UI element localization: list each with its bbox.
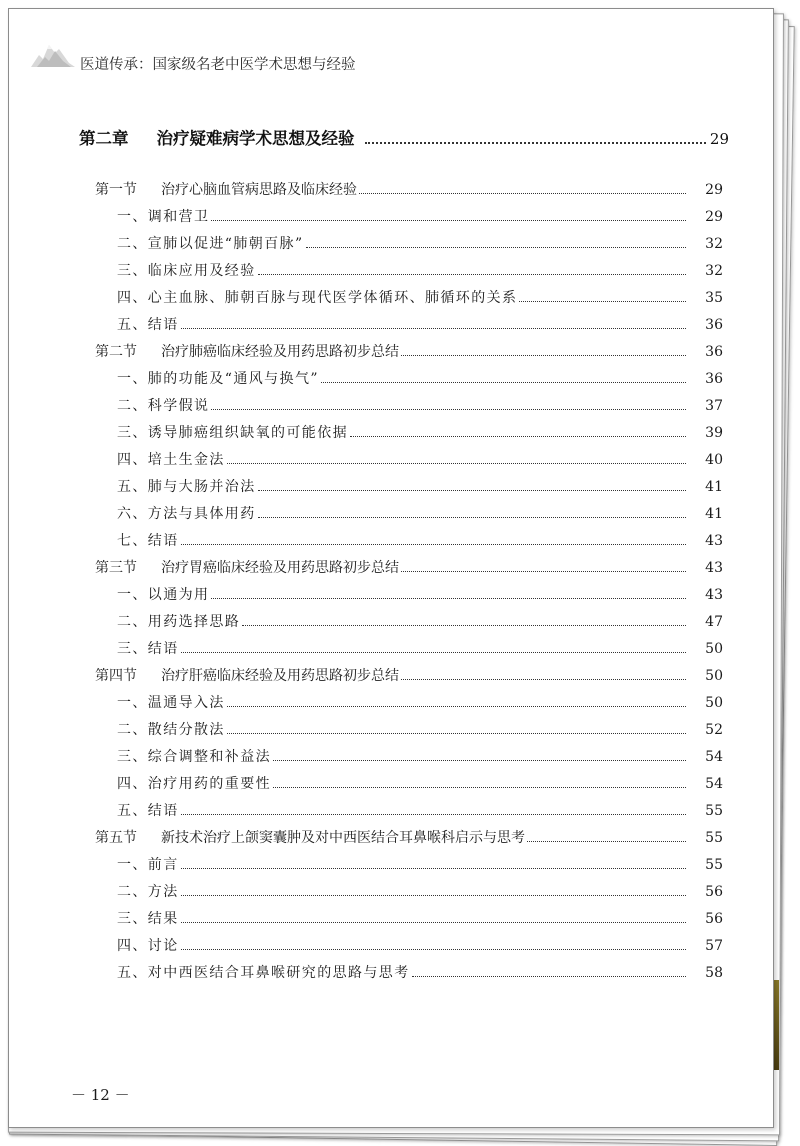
toc-item-row[interactable] — [9, 692, 773, 718]
toc-entry-label: 四、讨论 — [117, 938, 179, 954]
toc-entry-label: 一、以通为用 — [117, 587, 210, 603]
toc-entry-label — [9, 827, 525, 847]
toc-entry-label: 三、诱导肺癌组织缺氧的可能依据 — [117, 425, 348, 441]
page-number: － 12 － — [71, 1086, 130, 1104]
toc-item-row[interactable] — [9, 746, 773, 772]
toc-item-row[interactable] — [9, 530, 773, 556]
toc-entry-label: 三、综合调整和补益法 — [117, 749, 271, 765]
toc-entry-label: 五、肺与大肠并治法 — [117, 479, 256, 495]
leader-dots — [401, 571, 686, 572]
toc-item-row[interactable] — [9, 638, 773, 664]
toc-entry-label: 七、结语 — [117, 533, 179, 549]
chapter-title: 治疗疑难病学术思想及经验 — [156, 129, 355, 148]
toc-item-row[interactable] — [9, 476, 773, 502]
toc-entry-label: 二、用药选择思路 — [117, 614, 241, 630]
toc-item-row[interactable] — [9, 368, 773, 394]
toc-page-number: 36 — [705, 317, 723, 333]
toc-page-number: 37 — [705, 398, 723, 414]
toc-entry-label — [9, 665, 399, 685]
leader-dots — [181, 868, 686, 869]
toc-item-row[interactable] — [9, 908, 773, 934]
toc-item-row[interactable] — [9, 611, 773, 637]
toc-page-number: 55 — [705, 830, 723, 846]
toc-entry-label: 六、方法与具体用药 — [117, 506, 256, 522]
toc-entry-label: 二、宣肺以促进“肺朝百脉” — [117, 236, 304, 252]
toc-item-row[interactable] — [9, 206, 773, 232]
toc-page-number: 43 — [705, 560, 723, 576]
toc-item-row[interactable] — [9, 719, 773, 745]
document-page — [8, 8, 774, 1128]
toc-item-row[interactable] — [9, 881, 773, 907]
toc-page-number: 39 — [705, 425, 723, 441]
leader-dots — [412, 976, 686, 977]
toc-item-row[interactable] — [9, 449, 773, 475]
toc-section-row[interactable] — [9, 341, 773, 367]
toc-page-number: 47 — [705, 614, 723, 630]
toc-entry-label: 四、心主血脉、肺朝百脉与现代医学体循环、肺循环的关系 — [117, 290, 518, 306]
leader-dots — [258, 517, 686, 518]
toc-item-row[interactable] — [9, 395, 773, 421]
toc-item-row[interactable] — [9, 287, 773, 313]
toc-page-number: 43 — [705, 533, 723, 549]
toc-page-number: 50 — [705, 668, 723, 684]
toc-section-row[interactable] — [9, 665, 773, 691]
toc-item-row[interactable] — [9, 233, 773, 259]
toc-page-number: 55 — [705, 857, 723, 873]
toc-page-number: 41 — [705, 479, 723, 495]
toc-page-number: 29 — [705, 209, 723, 225]
toc-page-number: 56 — [705, 884, 723, 900]
leader-dots — [519, 301, 686, 302]
toc-item-row[interactable] — [9, 503, 773, 529]
toc-item-row[interactable] — [9, 962, 773, 988]
leader-dots — [306, 247, 686, 248]
section-number: 第一节 — [95, 182, 137, 198]
toc-section-row[interactable] — [9, 827, 773, 853]
chapter-page: 29 — [709, 130, 729, 148]
toc-page-number: 57 — [705, 938, 723, 954]
toc-page-number: 40 — [705, 452, 723, 468]
toc-entry-label: 五、对中西医结合耳鼻喉研究的思路与思考 — [117, 965, 410, 981]
section-title: 治疗肝癌临床经验及用药思路初步总结 — [161, 668, 399, 684]
toc-page-number: 36 — [705, 371, 723, 387]
toc-entry-label — [9, 179, 357, 199]
toc-page-number: 54 — [705, 776, 723, 792]
leader-dots — [242, 625, 686, 626]
toc-item-row[interactable] — [9, 314, 773, 340]
section-number: 第四节 — [95, 668, 137, 684]
leader-dots — [181, 922, 686, 923]
header-title: 医道传承：国家级名老中医学术思想与经验 — [80, 57, 356, 73]
section-title: 治疗胃癌临床经验及用药思路初步总结 — [161, 560, 399, 576]
toc-page-number: 29 — [705, 182, 723, 198]
toc-section-row[interactable] — [9, 557, 773, 583]
toc-entry-label: 三、结语 — [117, 641, 179, 657]
leader-dots — [401, 679, 686, 680]
toc-item-row[interactable] — [9, 584, 773, 610]
leader-dots — [211, 598, 686, 599]
toc-entry-label: 一、温通导入法 — [117, 695, 225, 711]
leader-dots — [181, 814, 686, 815]
toc-page-number: 54 — [705, 749, 723, 765]
toc-entry-label: 四、培土生金法 — [117, 452, 225, 468]
toc-page-number: 41 — [705, 506, 723, 522]
running-header — [33, 37, 433, 77]
toc-page-number: 32 — [705, 263, 723, 279]
toc-entry-label — [9, 557, 399, 577]
leader-dots — [273, 760, 686, 761]
leader-dots — [527, 841, 686, 842]
toc-item-row[interactable] — [9, 935, 773, 961]
section-title: 治疗肺癌临床经验及用药思路初步总结 — [161, 344, 399, 360]
toc-page-number: 56 — [705, 911, 723, 927]
toc-page-number: 36 — [705, 344, 723, 360]
section-number: 第二节 — [95, 344, 137, 360]
toc-entry-label: 三、临床应用及经验 — [117, 263, 256, 279]
toc-item-row[interactable] — [9, 773, 773, 799]
toc-page-number: 52 — [705, 722, 723, 738]
toc-page-number: 50 — [705, 695, 723, 711]
leader-dots — [181, 328, 686, 329]
section-title: 治疗心脑血管病思路及临床经验 — [161, 182, 357, 198]
leader-dots — [359, 193, 686, 194]
leader-dots — [350, 436, 686, 437]
toc-item-row[interactable] — [9, 854, 773, 880]
toc-entry-label: 四、治疗用药的重要性 — [117, 776, 271, 792]
toc-page-number: 58 — [705, 965, 723, 981]
toc-entry-label: 二、科学假说 — [117, 398, 210, 414]
toc-entry-label: 二、散结分散法 — [117, 722, 225, 738]
toc-page-number: 50 — [705, 641, 723, 657]
chapter-heading — [79, 125, 729, 149]
toc-entry-label — [9, 341, 399, 361]
leader-dots — [273, 787, 686, 788]
leader-dots — [211, 409, 686, 410]
toc-item-row[interactable] — [9, 422, 773, 448]
chapter-number: 第二章 — [79, 129, 129, 148]
mountain-logo-icon — [29, 37, 77, 75]
leader-dots — [227, 706, 686, 707]
section-title: 新技术治疗上颌窦囊肿及对中西医结合耳鼻喉科启示与思考 — [161, 830, 525, 846]
toc-page-number: 32 — [705, 236, 723, 252]
leader-dots — [181, 544, 686, 545]
toc-item-row[interactable] — [9, 260, 773, 286]
section-number: 第五节 — [95, 830, 137, 846]
leader-dots — [181, 949, 686, 950]
toc-page-number: 43 — [705, 587, 723, 603]
toc-entry-label: 一、肺的功能及“通风与换气” — [117, 371, 319, 387]
toc-entry-label: 一、前言 — [117, 857, 179, 873]
section-number: 第三节 — [95, 560, 137, 576]
toc-page-number: 35 — [705, 290, 723, 306]
toc-entry-label: 五、结语 — [117, 803, 179, 819]
toc-entry-label: 三、结果 — [117, 911, 179, 927]
toc-item-row[interactable] — [9, 800, 773, 826]
leader-dots — [181, 895, 686, 896]
leader-dots — [181, 652, 686, 653]
toc-entry-label: 二、方法 — [117, 884, 179, 900]
leader-dots — [258, 274, 686, 275]
leader-dots — [258, 490, 686, 491]
leader-dots — [365, 142, 706, 144]
leader-dots — [227, 733, 686, 734]
leader-dots — [211, 220, 686, 221]
toc-entry-label: 一、调和营卫 — [117, 209, 210, 225]
leader-dots — [227, 463, 686, 464]
toc-entry-label: 五、结语 — [117, 317, 179, 333]
toc-section-row[interactable] — [9, 179, 773, 205]
toc-page-number: 55 — [705, 803, 723, 819]
leader-dots — [321, 382, 686, 383]
leader-dots — [401, 355, 686, 356]
